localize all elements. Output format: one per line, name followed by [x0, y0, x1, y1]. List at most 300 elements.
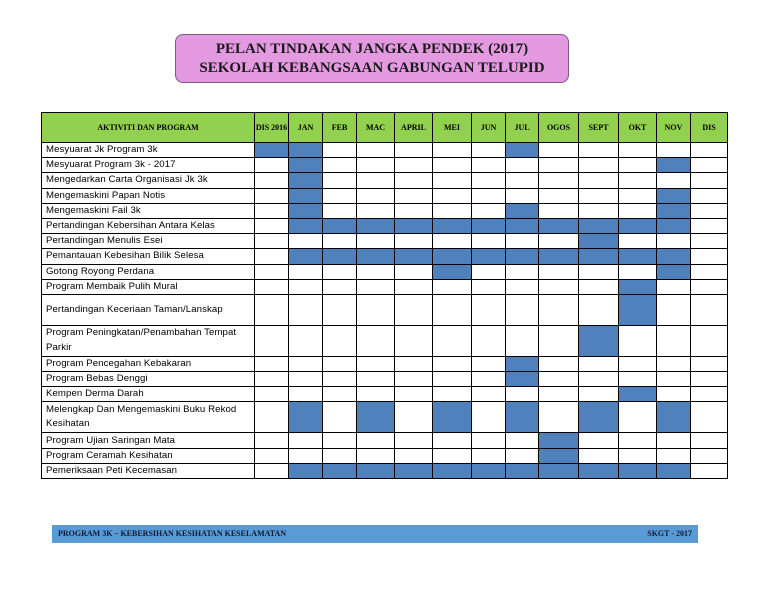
empty-cell [506, 188, 539, 203]
empty-cell [323, 325, 357, 356]
empty-cell [472, 325, 506, 356]
empty-cell [433, 372, 472, 387]
activity-cell: Kempen Derma Darah [42, 387, 255, 402]
empty-cell [691, 279, 728, 294]
empty-cell [255, 463, 289, 478]
empty-cell [657, 143, 691, 158]
empty-cell [433, 173, 472, 188]
empty-cell [619, 203, 657, 218]
scheduled-cell [357, 249, 395, 264]
empty-cell [395, 188, 433, 203]
empty-cell [357, 279, 395, 294]
empty-cell [657, 448, 691, 463]
empty-cell [691, 372, 728, 387]
scheduled-cell [657, 218, 691, 233]
empty-cell [579, 448, 619, 463]
empty-cell [657, 279, 691, 294]
scheduled-cell [579, 249, 619, 264]
empty-cell [323, 203, 357, 218]
empty-cell [539, 387, 579, 402]
empty-cell [433, 143, 472, 158]
activity-cell: Mengedarkan Carta Organisasi Jk 3k [42, 173, 255, 188]
empty-cell [619, 402, 657, 433]
empty-cell [395, 143, 433, 158]
table-body [42, 143, 728, 479]
empty-cell [323, 294, 357, 325]
empty-cell [619, 356, 657, 371]
activity-cell: Program Ceramah Kesihatan [42, 448, 255, 463]
empty-cell [506, 173, 539, 188]
empty-cell [323, 143, 357, 158]
table-row [42, 158, 728, 173]
scheduled-cell [506, 463, 539, 478]
empty-cell [579, 188, 619, 203]
scheduled-cell [506, 372, 539, 387]
header-month: JAN [289, 113, 323, 143]
scheduled-cell [579, 463, 619, 478]
header-month: JUN [472, 113, 506, 143]
empty-cell [539, 203, 579, 218]
empty-cell [539, 356, 579, 371]
empty-cell [619, 433, 657, 448]
activity-cell: Program Ujian Saringan Mata [42, 433, 255, 448]
empty-cell [289, 372, 323, 387]
empty-cell [395, 356, 433, 371]
empty-cell [506, 294, 539, 325]
empty-cell [255, 402, 289, 433]
empty-cell [619, 325, 657, 356]
empty-cell [472, 143, 506, 158]
empty-cell [289, 279, 323, 294]
empty-cell [255, 294, 289, 325]
table-row [42, 218, 728, 233]
empty-cell [506, 433, 539, 448]
empty-cell [472, 448, 506, 463]
empty-cell [289, 234, 323, 249]
empty-cell [579, 143, 619, 158]
empty-cell [357, 188, 395, 203]
empty-cell [472, 264, 506, 279]
empty-cell [691, 325, 728, 356]
empty-cell [395, 158, 433, 173]
empty-cell [691, 218, 728, 233]
empty-cell [691, 294, 728, 325]
title-banner [175, 34, 569, 83]
empty-cell [472, 356, 506, 371]
table-row [42, 433, 728, 448]
empty-cell [472, 387, 506, 402]
scheduled-cell [506, 356, 539, 371]
action-plan-table [41, 112, 728, 479]
empty-cell [433, 325, 472, 356]
scheduled-cell [657, 158, 691, 173]
empty-cell [357, 433, 395, 448]
header-month: MAC [357, 113, 395, 143]
table-row [42, 294, 728, 325]
empty-cell [323, 279, 357, 294]
empty-cell [472, 188, 506, 203]
empty-cell [289, 325, 323, 356]
header-month: OGOS [539, 113, 579, 143]
empty-cell [657, 173, 691, 188]
empty-cell [579, 294, 619, 325]
scheduled-cell [433, 402, 472, 433]
empty-cell [433, 158, 472, 173]
empty-cell [539, 279, 579, 294]
empty-cell [357, 143, 395, 158]
scheduled-cell [619, 294, 657, 325]
scheduled-cell [289, 158, 323, 173]
empty-cell [472, 234, 506, 249]
empty-cell [395, 372, 433, 387]
activity-cell: Mesyuarat Jk Program 3k [42, 143, 255, 158]
activity-cell: Pemantauan Kebesihan Bilik Selesa [42, 249, 255, 264]
empty-cell [691, 387, 728, 402]
empty-cell [357, 325, 395, 356]
empty-cell [323, 402, 357, 433]
scheduled-cell [579, 325, 619, 356]
scheduled-cell [472, 249, 506, 264]
empty-cell [395, 402, 433, 433]
scheduled-cell [289, 203, 323, 218]
empty-cell [506, 448, 539, 463]
scheduled-cell [657, 188, 691, 203]
empty-cell [357, 372, 395, 387]
empty-cell [472, 294, 506, 325]
empty-cell [289, 387, 323, 402]
table-row [42, 173, 728, 188]
empty-cell [433, 433, 472, 448]
title-line-1: PELAN TINDAKAN JANGKA PENDEK (2017) [215, 41, 529, 57]
empty-cell [691, 463, 728, 478]
scheduled-cell [619, 463, 657, 478]
empty-cell [357, 448, 395, 463]
table-row [42, 463, 728, 478]
empty-cell [657, 234, 691, 249]
empty-cell [657, 372, 691, 387]
empty-cell [433, 234, 472, 249]
activity-cell: Mengemaskini Fail 3k [42, 203, 255, 218]
header-month: APRIL [395, 113, 433, 143]
scheduled-cell [657, 264, 691, 279]
empty-cell [691, 234, 728, 249]
empty-cell [506, 387, 539, 402]
empty-cell [539, 372, 579, 387]
empty-cell [255, 249, 289, 264]
empty-cell [691, 448, 728, 463]
header-month: DIS [691, 113, 728, 143]
table-header-row [42, 113, 728, 143]
empty-cell [472, 173, 506, 188]
empty-cell [255, 387, 289, 402]
empty-cell [255, 188, 289, 203]
table-row [42, 402, 728, 433]
empty-cell [395, 325, 433, 356]
scheduled-cell [657, 249, 691, 264]
empty-cell [691, 433, 728, 448]
scheduled-cell [619, 279, 657, 294]
scheduled-cell [472, 463, 506, 478]
empty-cell [691, 203, 728, 218]
empty-cell [433, 279, 472, 294]
empty-cell [539, 188, 579, 203]
title-line-2: SEKOLAH KEBANGSAAN GABUNGAN TELUPID [199, 60, 545, 76]
empty-cell [255, 279, 289, 294]
empty-cell [691, 158, 728, 173]
scheduled-cell [433, 264, 472, 279]
header-month: JUL [506, 113, 539, 143]
empty-cell [323, 188, 357, 203]
scheduled-cell [433, 249, 472, 264]
empty-cell [539, 264, 579, 279]
empty-cell [289, 264, 323, 279]
empty-cell [395, 448, 433, 463]
empty-cell [472, 402, 506, 433]
empty-cell [579, 356, 619, 371]
empty-cell [506, 234, 539, 249]
header-month: MEI [433, 113, 472, 143]
footer-school-code: SKGT - 2017 [647, 529, 692, 538]
activity-cell: Mengemaskini Papan Notis [42, 188, 255, 203]
scheduled-cell [289, 188, 323, 203]
empty-cell [395, 234, 433, 249]
scheduled-cell [657, 402, 691, 433]
empty-cell [255, 173, 289, 188]
table-row [42, 234, 728, 249]
scheduled-cell [539, 463, 579, 478]
empty-cell [255, 325, 289, 356]
scheduled-cell [289, 463, 323, 478]
empty-cell [357, 294, 395, 325]
scheduled-cell [357, 402, 395, 433]
empty-cell [691, 249, 728, 264]
empty-cell [506, 279, 539, 294]
empty-cell [619, 448, 657, 463]
empty-cell [289, 433, 323, 448]
scheduled-cell [579, 218, 619, 233]
scheduled-cell [579, 402, 619, 433]
table-row [42, 143, 728, 158]
scheduled-cell [619, 249, 657, 264]
empty-cell [579, 387, 619, 402]
empty-cell [657, 433, 691, 448]
empty-cell [289, 294, 323, 325]
scheduled-cell [539, 448, 579, 463]
empty-cell [433, 448, 472, 463]
empty-cell [289, 356, 323, 371]
empty-cell [323, 387, 357, 402]
scheduled-cell [395, 463, 433, 478]
empty-cell [539, 173, 579, 188]
scheduled-cell [289, 218, 323, 233]
table-row [42, 372, 728, 387]
empty-cell [433, 387, 472, 402]
empty-cell [395, 433, 433, 448]
header-month: FEB [323, 113, 357, 143]
empty-cell [619, 264, 657, 279]
empty-cell [255, 372, 289, 387]
empty-cell [472, 433, 506, 448]
empty-cell [657, 325, 691, 356]
scheduled-cell [472, 218, 506, 233]
empty-cell [657, 356, 691, 371]
empty-cell [357, 158, 395, 173]
scheduled-cell [657, 203, 691, 218]
empty-cell [255, 203, 289, 218]
scheduled-cell [506, 249, 539, 264]
scheduled-cell [619, 387, 657, 402]
empty-cell [433, 356, 472, 371]
empty-cell [619, 143, 657, 158]
empty-cell [323, 433, 357, 448]
empty-cell [619, 188, 657, 203]
scheduled-cell [506, 218, 539, 233]
scheduled-cell [289, 402, 323, 433]
empty-cell [539, 234, 579, 249]
header-month: OKT [619, 113, 657, 143]
empty-cell [323, 264, 357, 279]
empty-cell [506, 264, 539, 279]
empty-cell [395, 203, 433, 218]
scheduled-cell [506, 402, 539, 433]
empty-cell [506, 158, 539, 173]
footer-program-label: PROGRAM 3K – KEBERSIHAN KESIHATAN KESELAMATAN [58, 529, 287, 538]
table-row [42, 249, 728, 264]
empty-cell [619, 372, 657, 387]
empty-cell [255, 264, 289, 279]
header-activity: AKTIVITI DAN PROGRAM [42, 113, 255, 143]
activity-cell: Program Membaik Pulih Mural [42, 279, 255, 294]
empty-cell [433, 203, 472, 218]
empty-cell [579, 158, 619, 173]
empty-cell [357, 234, 395, 249]
empty-cell [579, 372, 619, 387]
empty-cell [691, 356, 728, 371]
scheduled-cell [255, 143, 289, 158]
activity-cell: Program Bebas Denggi [42, 372, 255, 387]
activity-cell: Mesyuarat Program 3k - 2017 [42, 158, 255, 173]
scheduled-cell [539, 249, 579, 264]
empty-cell [579, 279, 619, 294]
empty-cell [472, 279, 506, 294]
scheduled-cell [506, 143, 539, 158]
scheduled-cell [289, 249, 323, 264]
empty-cell [323, 356, 357, 371]
activity-cell: Pertandingan Keceriaan Taman/Lanskap [42, 294, 255, 325]
empty-cell [579, 173, 619, 188]
scheduled-cell [657, 463, 691, 478]
empty-cell [691, 188, 728, 203]
empty-cell [619, 158, 657, 173]
empty-cell [433, 188, 472, 203]
empty-cell [619, 234, 657, 249]
empty-cell [255, 448, 289, 463]
scheduled-cell [395, 218, 433, 233]
activity-cell: Melengkap Dan Mengemaskini Buku Rekod Kesihatan [42, 402, 255, 433]
empty-cell [357, 387, 395, 402]
empty-cell [323, 372, 357, 387]
empty-cell [579, 264, 619, 279]
empty-cell [255, 433, 289, 448]
table-row [42, 387, 728, 402]
empty-cell [255, 218, 289, 233]
table-row [42, 448, 728, 463]
scheduled-cell [506, 203, 539, 218]
empty-cell [357, 356, 395, 371]
empty-cell [472, 203, 506, 218]
table-row [42, 264, 728, 279]
table-row [42, 203, 728, 218]
scheduled-cell [579, 234, 619, 249]
scheduled-cell [289, 143, 323, 158]
empty-cell [472, 372, 506, 387]
empty-cell [691, 402, 728, 433]
empty-cell [539, 158, 579, 173]
scheduled-cell [395, 249, 433, 264]
header-month: DIS 2016 [255, 113, 289, 143]
empty-cell [323, 234, 357, 249]
scheduled-cell [323, 218, 357, 233]
empty-cell [657, 294, 691, 325]
empty-cell [255, 356, 289, 371]
scheduled-cell [433, 218, 472, 233]
scheduled-cell [433, 463, 472, 478]
scheduled-cell [357, 218, 395, 233]
empty-cell [539, 294, 579, 325]
empty-cell [255, 234, 289, 249]
empty-cell [395, 294, 433, 325]
empty-cell [395, 264, 433, 279]
empty-cell [691, 143, 728, 158]
empty-cell [579, 203, 619, 218]
empty-cell [395, 173, 433, 188]
scheduled-cell [323, 249, 357, 264]
activity-cell: Pertandingan Kebersihan Antara Kelas [42, 218, 255, 233]
empty-cell [433, 294, 472, 325]
empty-cell [323, 448, 357, 463]
scheduled-cell [619, 218, 657, 233]
empty-cell [255, 158, 289, 173]
footer-bar [52, 525, 698, 543]
header-month: NOV [657, 113, 691, 143]
table-row [42, 279, 728, 294]
activity-cell: Pertandingan Menulis Esei [42, 234, 255, 249]
empty-cell [691, 173, 728, 188]
scheduled-cell [539, 433, 579, 448]
empty-cell [539, 143, 579, 158]
activity-cell: Pemeriksaan Peti Kecemasan [42, 463, 255, 478]
empty-cell [323, 173, 357, 188]
empty-cell [539, 325, 579, 356]
scheduled-cell [289, 173, 323, 188]
activity-cell: Gotong Royong Perdana [42, 264, 255, 279]
activity-cell: Program Peningkatan/Penambahan Tempat Parkir [42, 325, 255, 356]
table-row [42, 325, 728, 356]
table-row [42, 356, 728, 371]
empty-cell [472, 158, 506, 173]
empty-cell [539, 402, 579, 433]
scheduled-cell [539, 218, 579, 233]
scheduled-cell [323, 463, 357, 478]
empty-cell [691, 264, 728, 279]
activity-cell: Program Pencegahan Kebakaran [42, 356, 255, 371]
empty-cell [619, 173, 657, 188]
empty-cell [579, 433, 619, 448]
table-row [42, 188, 728, 203]
empty-cell [357, 173, 395, 188]
empty-cell [357, 264, 395, 279]
empty-cell [657, 387, 691, 402]
